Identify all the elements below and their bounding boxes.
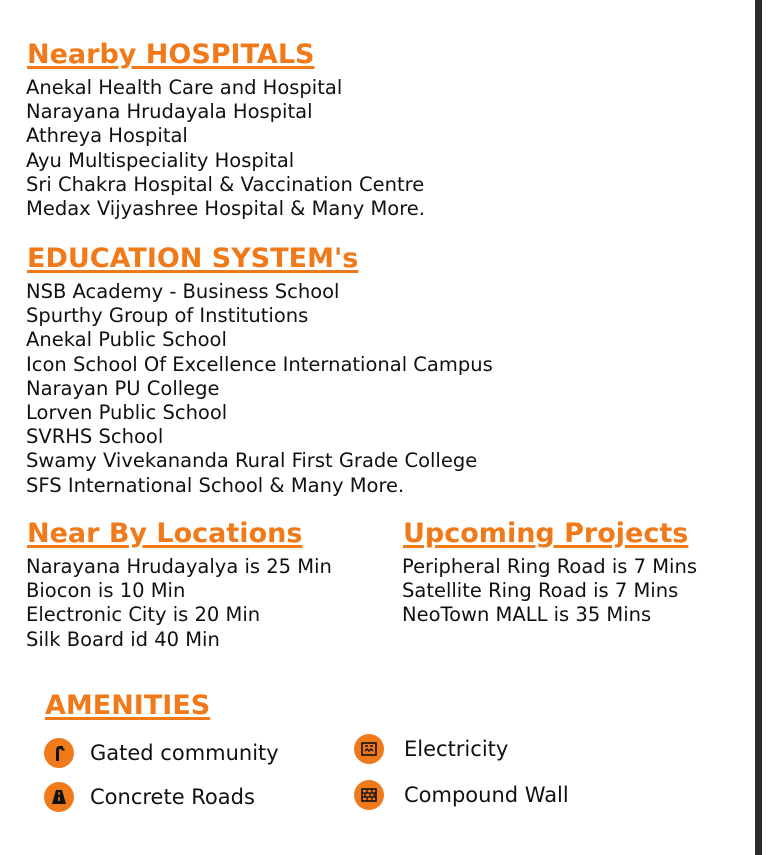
amenity-concrete-roads <box>44 782 255 812</box>
list-item: SVRHS School <box>26 425 164 449</box>
amenity-compound-wall <box>354 780 569 810</box>
list-item: Biocon is 10 Min <box>26 579 186 603</box>
brick-wall-icon <box>354 780 384 810</box>
list-item: Anekal Public School <box>26 328 227 352</box>
hospitals-list <box>26 76 425 221</box>
list-item: Anekal Health Care and Hospital <box>26 76 343 99</box>
amenity-label: Concrete Roads <box>90 785 255 809</box>
list-item: Satellite Ring Road is 7 Mins <box>402 579 679 603</box>
right-edge-bar <box>755 0 762 855</box>
list-item: Narayana Hrudayalya is 25 Min <box>26 555 332 578</box>
locations-heading: Near By Locations <box>27 518 303 549</box>
list-item: Athreya Hospital <box>26 124 188 148</box>
amenity-label: Compound Wall <box>404 783 569 807</box>
list-item: Spurthy Group of Institutions <box>26 304 309 328</box>
road-icon <box>44 782 74 812</box>
projects-list <box>402 555 697 628</box>
amenity-label: Gated community <box>90 741 279 765</box>
list-item: Electronic City is 20 Min <box>26 603 261 627</box>
list-item: Silk Board id 40 Min <box>26 627 220 651</box>
list-item: NSB Academy - Business School <box>26 280 340 303</box>
list-item: Sri Chakra Hospital & Vaccination Centre <box>26 172 425 196</box>
list-item: Ayu Multispeciality Hospital <box>26 148 295 172</box>
list-item: Swamy Vivekananda Rural First Grade College <box>26 449 478 473</box>
list-item: Narayan PU College <box>26 376 220 400</box>
list-item: Icon School Of Excellence International Campus <box>26 352 493 376</box>
education-heading: EDUCATION SYSTEM's <box>27 243 359 274</box>
list-item: Medax Vijyashree Hospital & Many More. <box>26 197 425 221</box>
locations-list <box>26 555 332 652</box>
list-item: Peripheral Ring Road is 7 Mins <box>402 555 697 578</box>
electric-meter-icon <box>354 734 384 764</box>
projects-heading: Upcoming Projects <box>403 518 689 549</box>
street-lamp-icon <box>44 738 74 768</box>
amenity-label: Electricity <box>404 737 509 761</box>
list-item: SFS International School & Many More. <box>26 473 405 497</box>
amenities-heading: AMENITIES <box>45 690 211 721</box>
hospitals-heading: Nearby HOSPITALS <box>27 39 315 70</box>
amenity-electricity <box>354 734 508 764</box>
education-list <box>26 280 493 498</box>
list-item: NeoTown MALL is 35 Mins <box>402 603 652 627</box>
list-item: Narayana Hrudayala Hospital <box>26 100 313 124</box>
amenity-gated-community <box>44 738 279 768</box>
list-item: Lorven Public School <box>26 401 228 425</box>
